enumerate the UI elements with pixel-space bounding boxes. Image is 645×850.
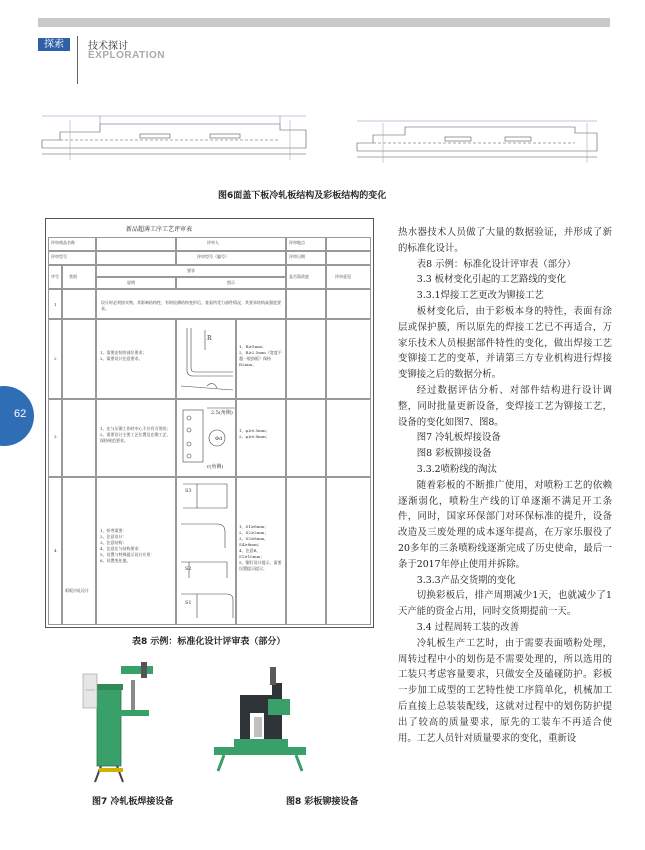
body-paragraph: 表8 示例：标准化设计评审表（部分） xyxy=(416,258,576,270)
body-paragraph: 随着彩板的不断推广使用，对喷粉工艺的依赖逐渐弱化，喷粉生产线的订单逐渐不满足开工条件，同时，国家环保部门对环保标准的提升，设备改造及三废处理的成本逐年提高，在万家乐服役了20多年的三条喷粉线逐渐完成了历史使命，最后一条于2017年停止使用并拆除。 xyxy=(398,479,612,570)
section-tag: 探索 xyxy=(38,38,70,51)
part-drawing-bends xyxy=(177,478,236,625)
form-item-figure xyxy=(176,319,236,399)
form-cell xyxy=(62,399,96,477)
body-paragraph: 经过数据评估分析、对部件结构进行设计调整，同时批量更新设备，变焊接工艺为铆接工艺，设备的变化如图7、图8。 xyxy=(398,384,612,428)
section-title-en: EXPLORATION xyxy=(88,50,165,61)
form-cell xyxy=(326,251,371,265)
body-paragraph: 图7 冷轧板焊接设备 xyxy=(416,432,501,444)
page-number: 62 xyxy=(14,408,27,420)
body-paragraph: 热水器技术人员做了大量的数据验证，并形成了新的标准化设计。 xyxy=(398,227,612,254)
form-item-desc: 设计时必须按实物，其影响结构性，有时检测结构变形后，查看所受力部件情况，其要求结构高强度要求。 xyxy=(96,289,286,319)
svg-text:S1: S1 xyxy=(185,600,192,606)
form-cell: 说明 xyxy=(96,277,176,289)
svg-text:R: R xyxy=(207,335,212,342)
body-heading: 3.3.2喷粉线的淘汰 xyxy=(416,463,497,475)
form-item-note: 1、φ≥0.5mm； 2、φ≥0.8mm； xyxy=(236,399,286,477)
figure6-drawing-right xyxy=(355,117,600,167)
form-item-note: 1、R≥5mm； 2、R≥2.5mm（宽度不超一般扣板）保持R2mm； xyxy=(236,319,286,399)
body-paragraph: 板材变化后，由于彩板本身的特性，表面有涂层或保护膜，所以原先的焊接工艺已不再适合，万家乐技术人员根据部件特性的变化，做出焊接工艺变铆接工艺的变革，并请第三方专业机构进行焊接变铆接之后的数据分析。 xyxy=(398,305,612,381)
section-title-cn: 技术探讨 xyxy=(88,41,128,52)
form-cell xyxy=(326,319,371,399)
body-heading: 3.4 过程周转工装的改善 xyxy=(416,621,520,633)
svg-text:S2: S2 xyxy=(185,566,192,572)
body-paragraph: 切换彩板后，排产周期减少1天，也就减少了1天产能的资金占用，同时交货期提前一天。 xyxy=(398,590,612,618)
figure7-caption: 图7 冷轧板焊接设备 xyxy=(92,797,174,807)
form-cell xyxy=(286,399,326,477)
body-heading: 3.3.3产品交货期的变化 xyxy=(416,574,516,586)
form-cell: 评审商品名称 xyxy=(48,237,96,251)
form-cell xyxy=(326,237,371,251)
header-divider xyxy=(77,36,78,84)
table8-caption: 表8 示例：标准化设计评审表（部分） xyxy=(132,637,286,647)
part-drawing-holes xyxy=(177,400,236,477)
figure6-caption: 图6面盖下板冷轧板结构及彩板结构的变化 xyxy=(218,191,387,201)
body-heading: 3.3 板材变化引起的工艺路线的变化 xyxy=(416,274,566,286)
body-paragraph: 图8 彩板铆接设备 xyxy=(416,448,492,460)
form-item-no: 1 xyxy=(48,289,62,319)
svg-text:2.5(角侧): 2.5(角侧) xyxy=(211,410,233,416)
form-cell: 是否需改进 xyxy=(286,265,326,289)
form-item-desc: 1、需要安装的部位要求； 2、需要设计注意要求。 xyxy=(96,319,176,399)
form-cell xyxy=(62,289,96,319)
form-cell xyxy=(326,399,371,477)
form-item-figure xyxy=(176,477,236,625)
svg-text:Φd: Φd xyxy=(215,436,223,442)
form-cell: 图示 xyxy=(176,277,286,289)
body-heading: 3.3.1焊接工艺更改为铆接工艺 xyxy=(416,290,544,302)
form-item-note: 1、S1≥8mm； 2、S2≥2mm； 3、S3≥8mm，S4≥8mm； 4、注意R，S1≥10mm； 5、铆钉设计提示，需要设置提示提示； xyxy=(236,477,286,625)
form-cell xyxy=(286,289,326,319)
form-cell xyxy=(286,477,326,625)
form-cell: 评审意见 xyxy=(326,265,371,289)
form-cell xyxy=(326,289,371,319)
form-cell xyxy=(96,251,176,265)
form-cell: 评审日期 xyxy=(286,251,326,265)
form-cell: 类别 xyxy=(62,265,96,289)
form-cell xyxy=(96,237,176,251)
form-item-no: 2 xyxy=(48,319,62,399)
form-cell: 评审型号（编号） xyxy=(176,251,286,265)
form-cell: 评审型号 xyxy=(48,251,96,265)
body-paragraph: 冷轧板生产工艺时，由于需要表面喷粉处理，周转过程中小的划伤是不需要处理的，所以选用的工装只考虑容量要求，只做安全及磕碰防护。彩板一步加工成型的工艺特性使工序简单化，机械加工后直接上总装装配线，这就对过程中的划伤防护提出了较高的质量要求，原先的工装车不再适合使用。工艺人员针对质量要求的变化，重新设 xyxy=(398,637,612,744)
form-cell: 要求 xyxy=(96,265,286,277)
form-item-no: 3 xyxy=(48,399,62,477)
article-body xyxy=(398,225,612,746)
svg-text:S3: S3 xyxy=(185,488,192,494)
part-drawing-r xyxy=(177,320,236,399)
form-footer-label: 彩板冷轧设计 xyxy=(62,477,96,625)
form-title: 新品超薄工序工艺评审表 xyxy=(126,226,193,233)
figure8-caption: 图8 彩板铆接设备 xyxy=(286,797,359,807)
figure8-riveting-machine xyxy=(210,665,310,775)
form-item-figure xyxy=(176,399,236,477)
svg-text:r(角侧): r(角侧) xyxy=(207,464,224,470)
form-item-desc: 1、折弯需要： 2、注意设计： 3、注意结构： 4、注意在与结构要求： 5、设置与特殊提示设计应用： 6、设置变化值。 xyxy=(96,477,176,625)
form-cell: 评审地点 xyxy=(286,237,326,251)
review-form xyxy=(45,218,374,628)
form-item-desc: 1、在与压铆工作时中心不应有可用的； 2、需要设计主要工艺位置及在铆工艺，保持规范要求。 xyxy=(96,399,176,477)
figure6-drawing-left xyxy=(40,110,310,165)
form-item-no: 4 xyxy=(48,477,62,625)
form-cell xyxy=(62,319,96,399)
form-cell xyxy=(326,477,371,625)
form-cell: 评审人 xyxy=(176,237,286,251)
figure7-welding-machine xyxy=(75,660,165,785)
form-cell xyxy=(286,319,326,399)
top-rule xyxy=(38,18,610,27)
form-cell: 序号 xyxy=(48,265,62,289)
